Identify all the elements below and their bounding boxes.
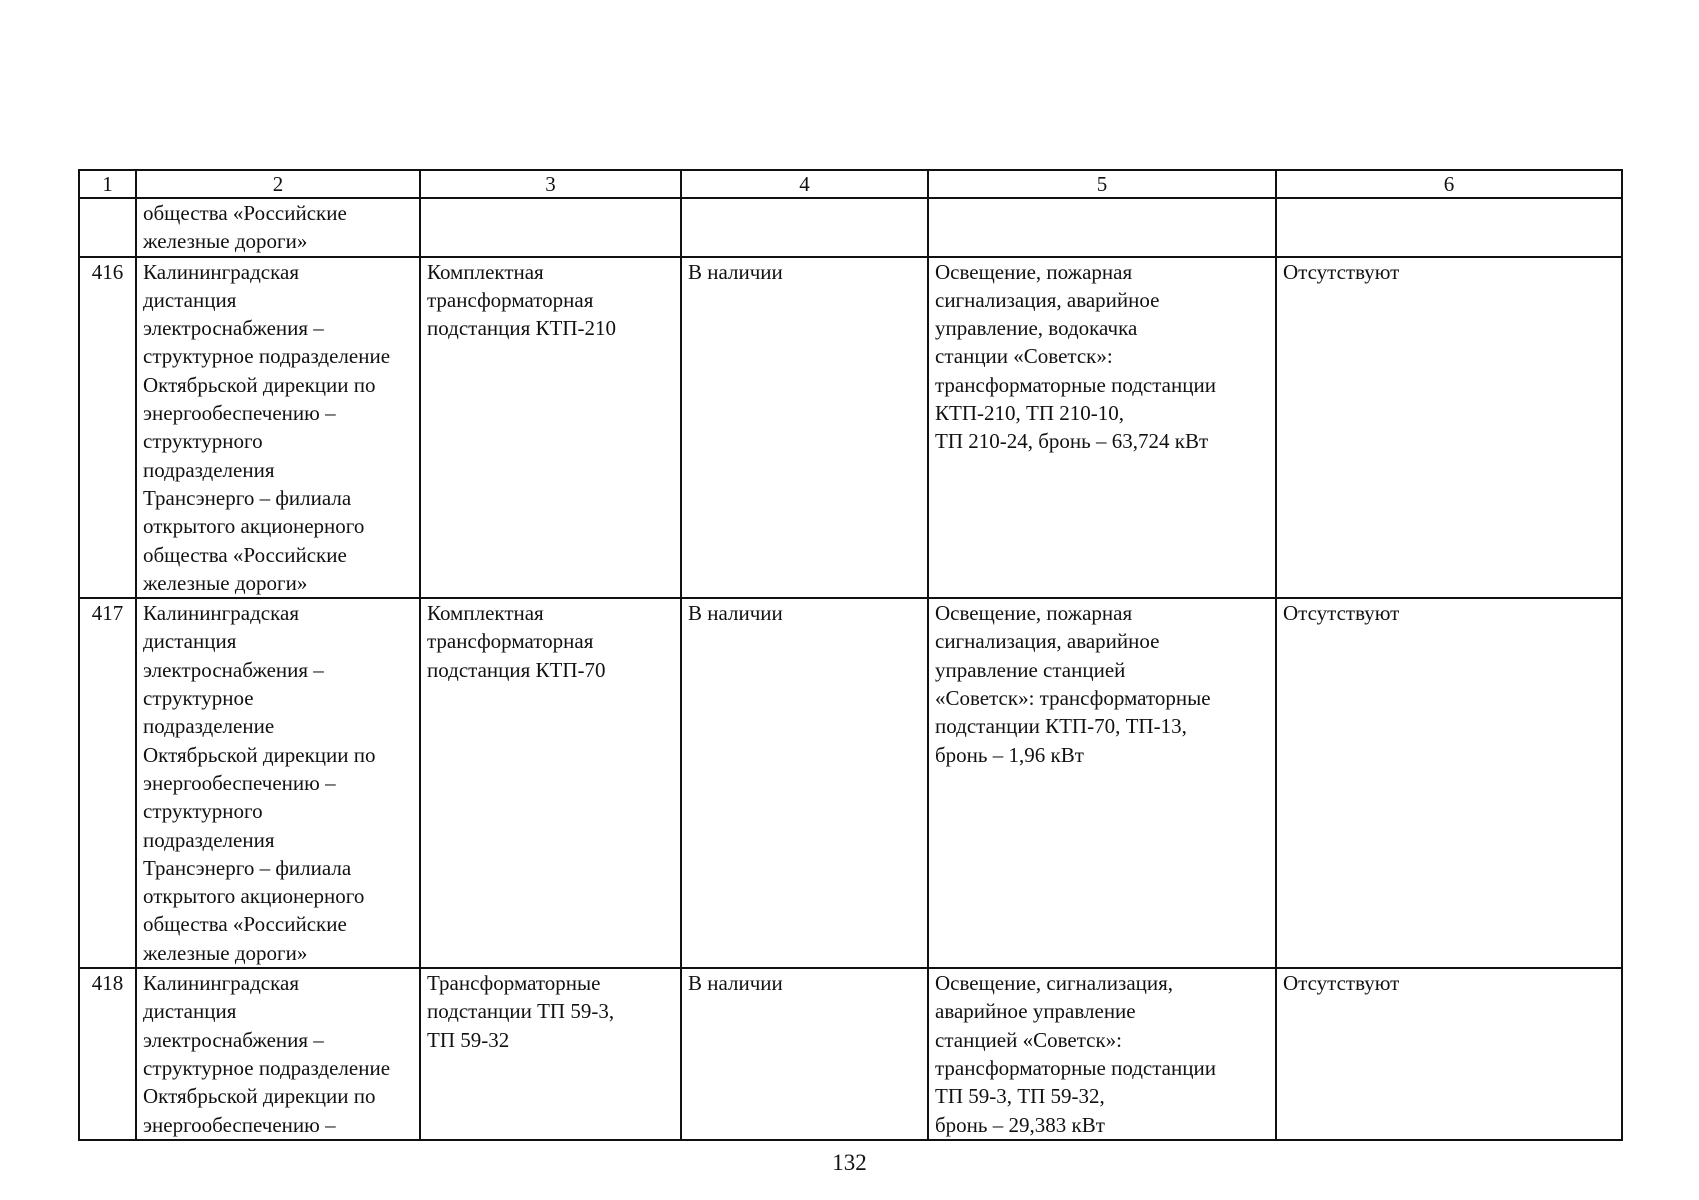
header-col-1: 1 [79, 170, 136, 198]
cell-number: 417 [79, 598, 136, 968]
cell-object: Трансформаторные подстанции ТП 59-3, ТП 59-32 [420, 968, 681, 1140]
header-col-6: 6 [1276, 170, 1622, 198]
cell-organization: Калининградская дистанция электроснабжения – структурное подразделение Октябрьской дирекции по энергообеспечению – [136, 968, 420, 1140]
document-table-container [78, 169, 1621, 1141]
cell-purpose: Освещение, пожарная сигнализация, аварийное управление станцией «Советск»: трансформаторные подстанции КТП-70, ТП-13, бронь – 1,96 кВт [928, 598, 1276, 968]
document-table [78, 169, 1623, 1141]
cell-purpose: Освещение, сигнализация, аварийное управление станцией «Советск»: трансформаторные подстанции ТП 59-3, ТП 59-32, бронь – 29,383 кВт [928, 968, 1276, 1140]
cell-organization: общества «Российские железные дороги» [136, 198, 420, 257]
cell-object: Комплектная трансформаторная подстанция КТП-210 [420, 257, 681, 599]
cell-number [79, 198, 136, 257]
cell-status [681, 198, 928, 257]
cell-notes: Отсутствуют [1276, 257, 1622, 599]
table-row-continuation [79, 198, 1622, 257]
header-col-2: 2 [136, 170, 420, 198]
cell-status: В наличии [681, 257, 928, 599]
cell-purpose: Освещение, пожарная сигнализация, аварийное управление, водокачка станции «Советск»: трансформаторные подстанции КТП-210, ТП 210-10, ТП 210-24, бронь – 63,724 кВт [928, 257, 1276, 599]
cell-notes: Отсутствуют [1276, 968, 1622, 1140]
cell-status: В наличии [681, 598, 928, 968]
header-row [79, 170, 1622, 198]
page-number: 132 [832, 1150, 867, 1175]
cell-number: 416 [79, 257, 136, 599]
cell-notes [1276, 198, 1622, 257]
header-col-4: 4 [681, 170, 928, 198]
table-row [79, 257, 1622, 599]
cell-organization: Калининградская дистанция электроснабжения – структурное подразделение Октябрьской дирекции по энергообеспечению – структурного подразделения Трансэнерго – филиала открытого акционерного общества «Российские железные дороги» [136, 257, 420, 599]
cell-organization: Калининградская дистанция электроснабжения – структурное подразделение Октябрьской дирекции по энергообеспечению – структурного подразделения Трансэнерго – филиала открытого акционерного общества «Российские железные дороги» [136, 598, 420, 968]
cell-number: 418 [79, 968, 136, 1140]
table-row [79, 968, 1622, 1140]
header-col-5: 5 [928, 170, 1276, 198]
cell-object [420, 198, 681, 257]
cell-object: Комплектная трансформаторная подстанция КТП-70 [420, 598, 681, 968]
cell-status: В наличии [681, 968, 928, 1140]
table-row [79, 598, 1622, 968]
cell-purpose [928, 198, 1276, 257]
cell-notes: Отсутствуют [1276, 598, 1622, 968]
header-col-3: 3 [420, 170, 681, 198]
